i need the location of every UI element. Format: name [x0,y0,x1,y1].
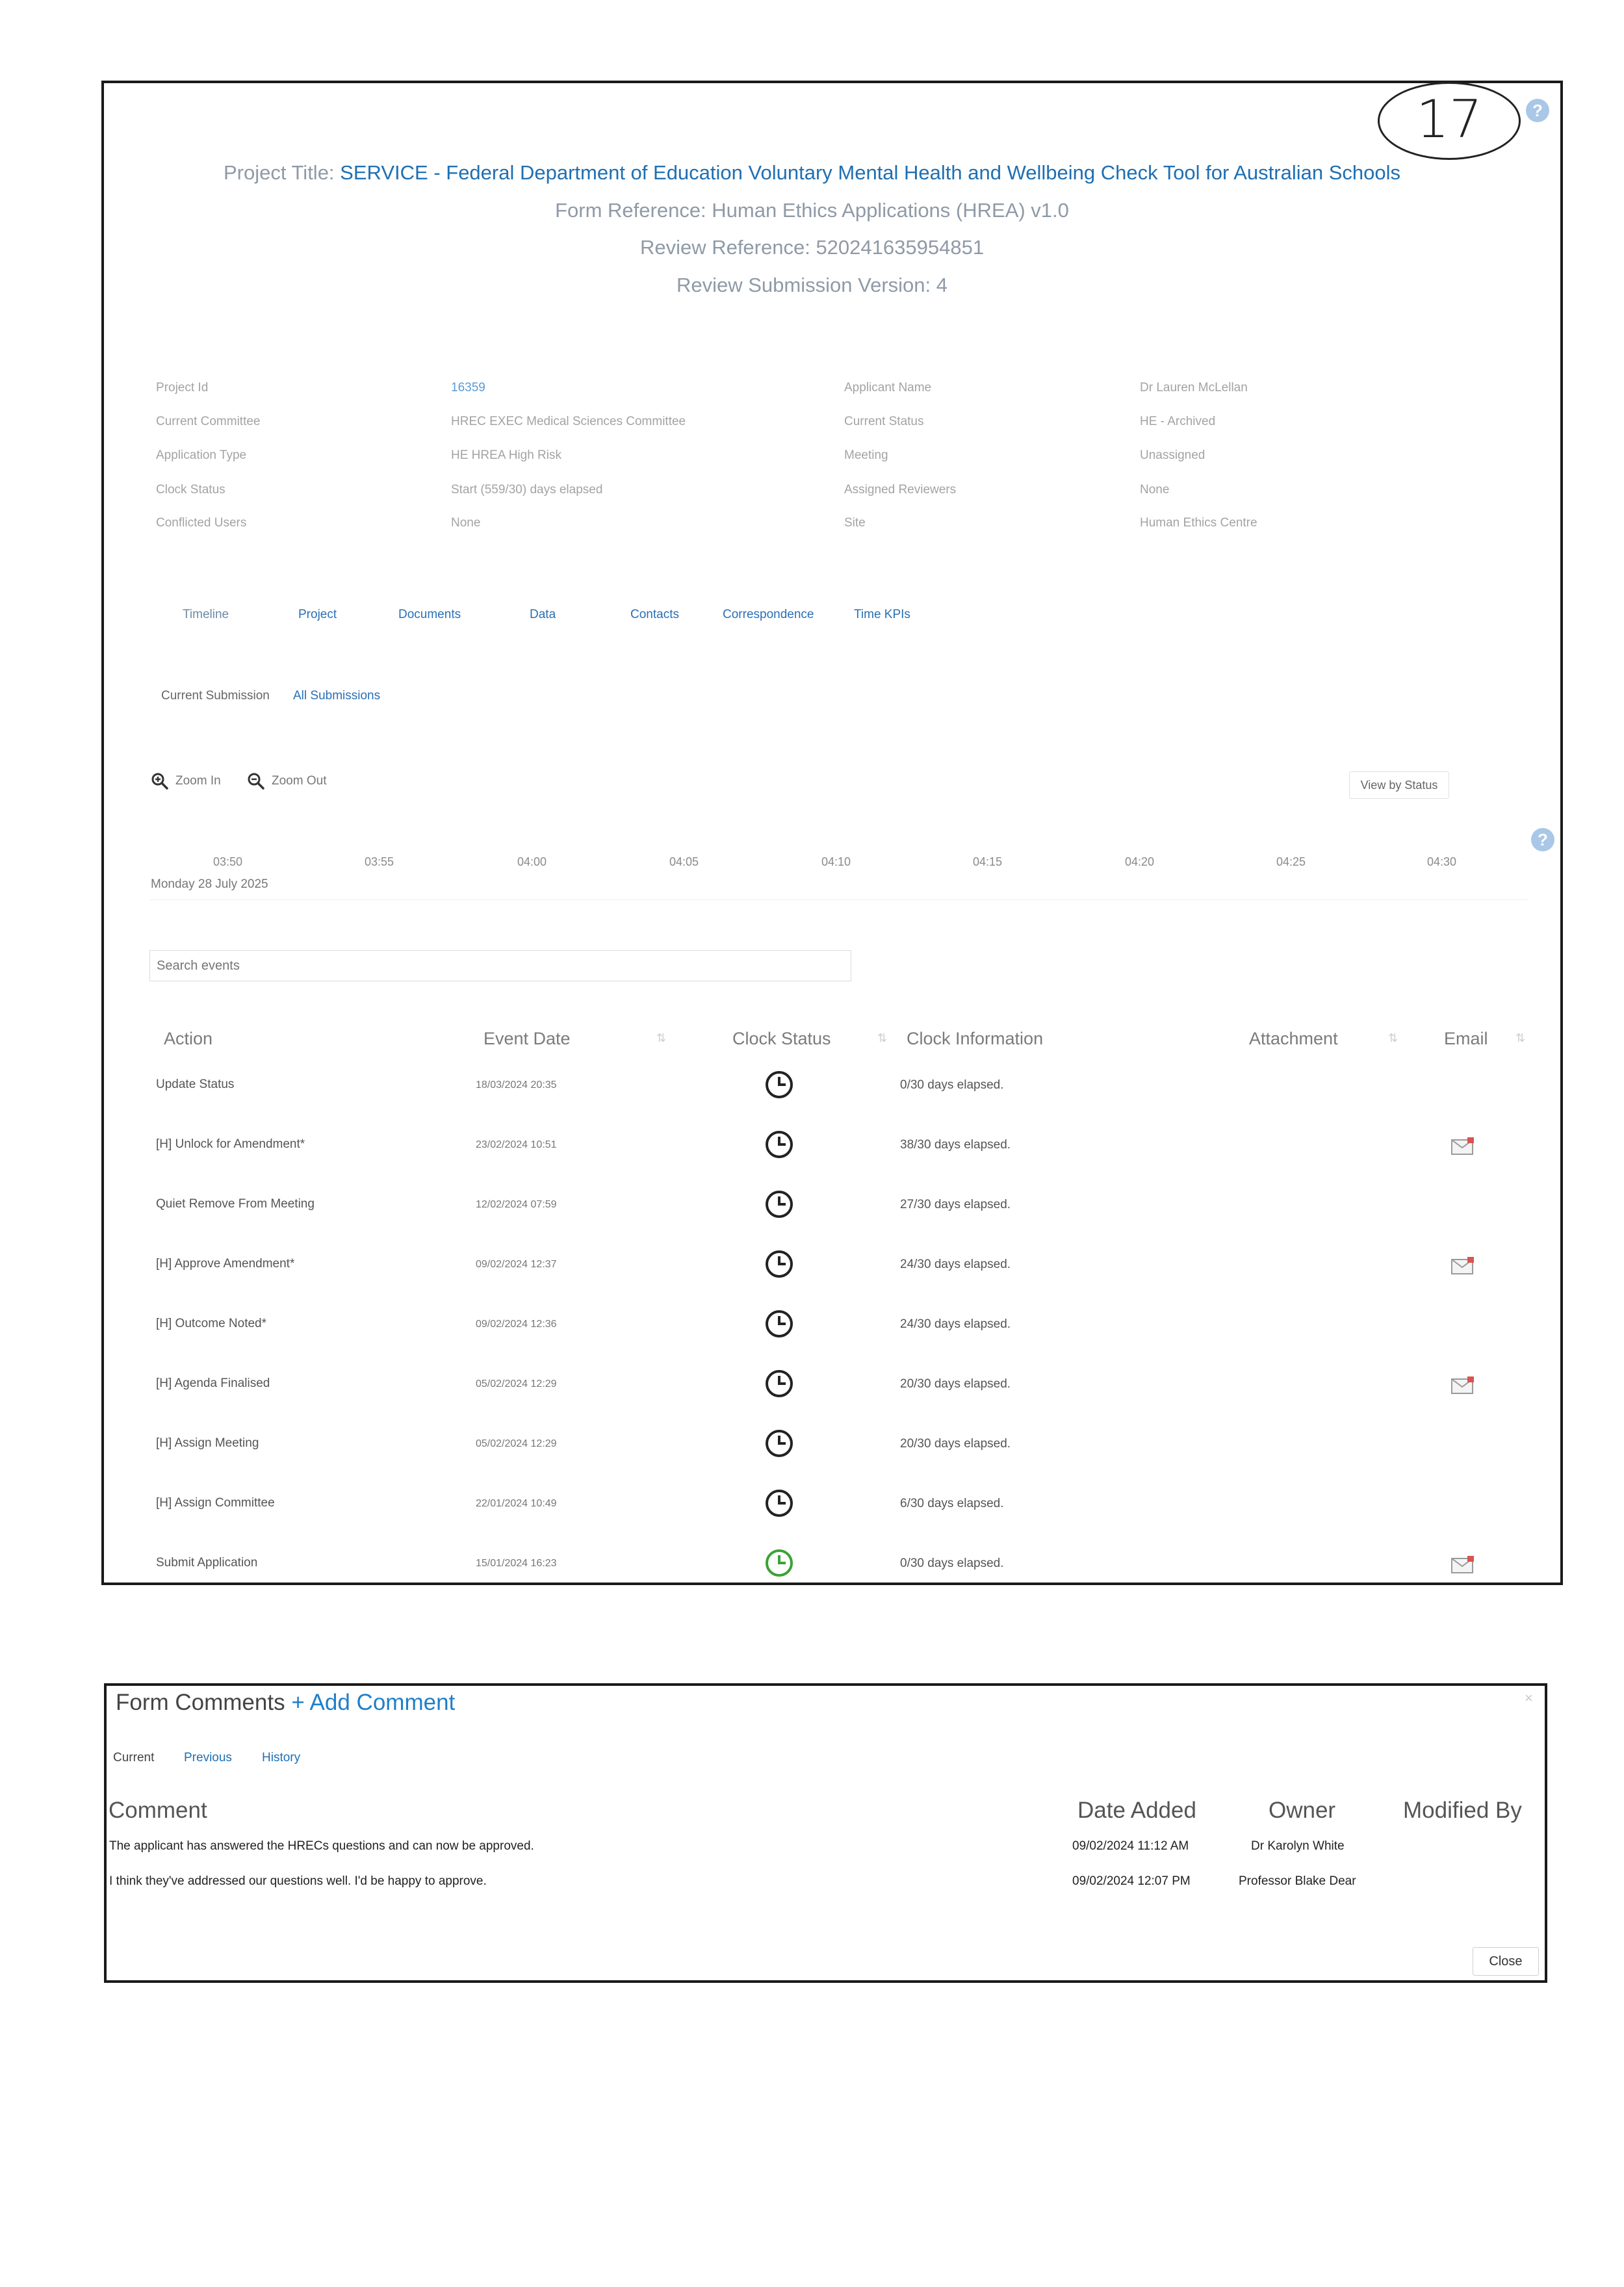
committee-value: HREC EXEC Medical Sciences Committee [451,415,686,428]
timeline-tick: 04:05 [669,855,699,868]
add-comment-link[interactable]: + Add Comment [291,1690,456,1715]
sort-icon[interactable]: ⇅ [877,1031,888,1044]
close-icon[interactable]: × [1525,1690,1533,1706]
column-header-email[interactable]: Email [1444,1029,1488,1048]
event-date: 05/02/2024 12:29 [476,1438,557,1449]
conflicted-users-value: None [451,516,481,530]
timeline-tick: 04:10 [821,855,851,868]
detail-label: Current Status [844,415,924,428]
column-header-clock-information[interactable]: Clock Information [907,1029,1044,1048]
email-icon[interactable] [1450,1555,1476,1575]
comments-header-date-added[interactable]: Date Added [1077,1798,1196,1823]
detail-label: Current Committee [156,415,261,428]
tab-correspondence[interactable]: Correspondence [723,608,814,621]
comments-tab-history[interactable]: History [262,1751,301,1764]
clock-icon [764,1130,794,1159]
timeline-tick: 04:00 [517,855,547,868]
event-action: [H] Unlock for Amendment* [156,1137,305,1151]
clock-icon [764,1189,794,1219]
event-clock-info: 24/30 days elapsed. [900,1317,1011,1331]
review-reference: Review Reference: 520241635954851 [639,236,985,259]
tab-data[interactable]: Data [530,608,556,621]
zoom-out-icon [247,772,265,790]
project-title: Project Title: SERVICE - Federal Department of Education Voluntary Mental Health and Wellbeing Check Tool for Australian Schools [223,161,1401,184]
comment-date: 09/02/2024 12:07 PM [1072,1874,1191,1888]
timeline-tick: 04:25 [1276,855,1306,868]
zoom-in-icon [151,772,169,790]
close-button[interactable]: Close [1473,1947,1539,1976]
event-clock-info: 24/30 days elapsed. [900,1258,1011,1271]
timeline-tick: 04:30 [1427,855,1457,868]
comments-tab-previous[interactable]: Previous [184,1751,232,1764]
column-header-clock-status[interactable]: Clock Status [732,1029,831,1048]
assigned-reviewers-value: None [1140,483,1170,497]
detail-label: Site [844,516,866,530]
zoom-in-button[interactable]: Zoom In [151,772,221,790]
detail-label: Meeting [844,448,888,462]
clock-icon [764,1369,794,1399]
event-clock-info: 0/30 days elapsed. [900,1078,1004,1092]
clock-icon [764,1428,794,1458]
event-date: 18/03/2024 20:35 [476,1079,557,1091]
subtab-current-submission[interactable]: Current Submission [161,689,270,703]
comment-date: 09/02/2024 11:12 AM [1072,1839,1189,1853]
column-header-event-date[interactable]: Event Date [483,1029,571,1048]
form-comments-title: Form Comments + Add Comment [116,1690,456,1715]
clock-icon [764,1309,794,1339]
detail-label: Assigned Reviewers [844,483,957,497]
zoom-out-button[interactable]: Zoom Out [247,772,326,790]
applicant-name-value: Dr Lauren McLellan [1140,381,1248,394]
timeline-tick: 03:50 [213,855,243,868]
clock-icon [764,1488,794,1518]
comment-text: I think they've addressed our questions well. I'd be happy to approve. [109,1874,487,1888]
comments-header-owner[interactable]: Owner [1269,1798,1336,1823]
tab-project[interactable]: Project [298,608,337,621]
event-date: 12/02/2024 07:59 [476,1199,557,1210]
tab-timeline[interactable]: Timeline [183,608,229,621]
detail-label: Clock Status [156,483,226,497]
event-date: 09/02/2024 12:37 [476,1259,557,1270]
form-comments-dialog [104,1683,1547,1983]
email-icon[interactable] [1450,1376,1476,1395]
meeting-value: Unassigned [1140,448,1205,462]
column-header-attachment[interactable]: Attachment [1249,1029,1338,1048]
event-date: 09/02/2024 12:36 [476,1319,557,1330]
event-action: Update Status [156,1078,235,1091]
handwritten-page-number: 17 [1378,82,1521,160]
email-icon[interactable] [1450,1256,1476,1276]
event-action: [H] Outcome Noted* [156,1317,267,1330]
column-header-action[interactable]: Action [164,1029,213,1048]
event-action: [H] Approve Amendment* [156,1257,295,1271]
comments-header-comment[interactable]: Comment [109,1798,207,1823]
detail-label: Conflicted Users [156,516,247,530]
event-clock-info: 38/30 days elapsed. [900,1138,1011,1152]
help-icon[interactable]: ? [1531,828,1554,851]
view-by-status-button[interactable]: View by Status [1349,771,1449,799]
project-id-value[interactable]: 16359 [451,381,485,394]
sort-icon[interactable]: ⇅ [1515,1031,1526,1044]
event-clock-info: 20/30 days elapsed. [900,1377,1011,1391]
timeline-date: Monday 28 July 2025 [151,877,268,891]
event-clock-info: 0/30 days elapsed. [900,1557,1004,1570]
event-clock-info: 6/30 days elapsed. [900,1497,1004,1510]
search-events-input[interactable] [149,950,851,981]
clock-icon-started [764,1548,794,1578]
tab-contacts[interactable]: Contacts [630,608,679,621]
detail-label: Applicant Name [844,381,932,394]
event-clock-info: 27/30 days elapsed. [900,1198,1011,1211]
application-view-frame [101,81,1563,1585]
event-date: 15/01/2024 16:23 [476,1558,557,1569]
comment-text: The applicant has answered the HRECs questions and can now be approved. [109,1839,534,1853]
event-date: 23/02/2024 10:51 [476,1139,557,1150]
timeline-tick: 03:55 [365,855,394,868]
sort-icon[interactable]: ⇅ [656,1031,667,1044]
event-date: 22/01/2024 10:49 [476,1498,557,1509]
review-submission-version: Review Submission Version: 4 [677,274,947,296]
timeline-divider [149,899,1527,900]
sort-icon[interactable]: ⇅ [1388,1031,1398,1044]
event-clock-info: 20/30 days elapsed. [900,1437,1011,1451]
clock-icon [764,1249,794,1279]
current-status-value: HE - Archived [1140,415,1216,428]
application-type-value: HE HREA High Risk [451,448,561,462]
event-action: [H] Assign Committee [156,1496,275,1510]
detail-label: Application Type [156,448,247,462]
subtab-all-submissions[interactable]: All Submissions [293,689,381,703]
event-action: [H] Agenda Finalised [156,1376,270,1390]
tab-time-kpis[interactable]: Time KPIs [854,608,910,621]
tab-documents[interactable]: Documents [398,608,461,621]
email-icon[interactable] [1450,1137,1476,1156]
form-reference: Form Reference: Human Ethics Applications (HREA) v1.0 [555,199,1069,222]
detail-label: Project Id [156,381,209,394]
event-action: Submit Application [156,1556,258,1570]
comment-owner: Professor Blake Dear [1239,1874,1356,1888]
event-date: 05/02/2024 12:29 [476,1378,557,1389]
clock-status-value: Start (559/30) days elapsed [451,483,603,497]
event-action: Quiet Remove From Meeting [156,1197,315,1211]
timeline-tick: 04:15 [973,855,1003,868]
comments-header-modified-by[interactable]: Modified By [1403,1798,1522,1823]
site-value: Human Ethics Centre [1140,516,1257,530]
comment-owner: Dr Karolyn White [1251,1839,1345,1853]
event-action: [H] Assign Meeting [156,1436,259,1450]
timeline-tick: 04:20 [1125,855,1155,868]
clock-icon [764,1070,794,1100]
comments-tab-current[interactable]: Current [113,1751,155,1764]
help-icon[interactable]: ? [1526,99,1549,122]
